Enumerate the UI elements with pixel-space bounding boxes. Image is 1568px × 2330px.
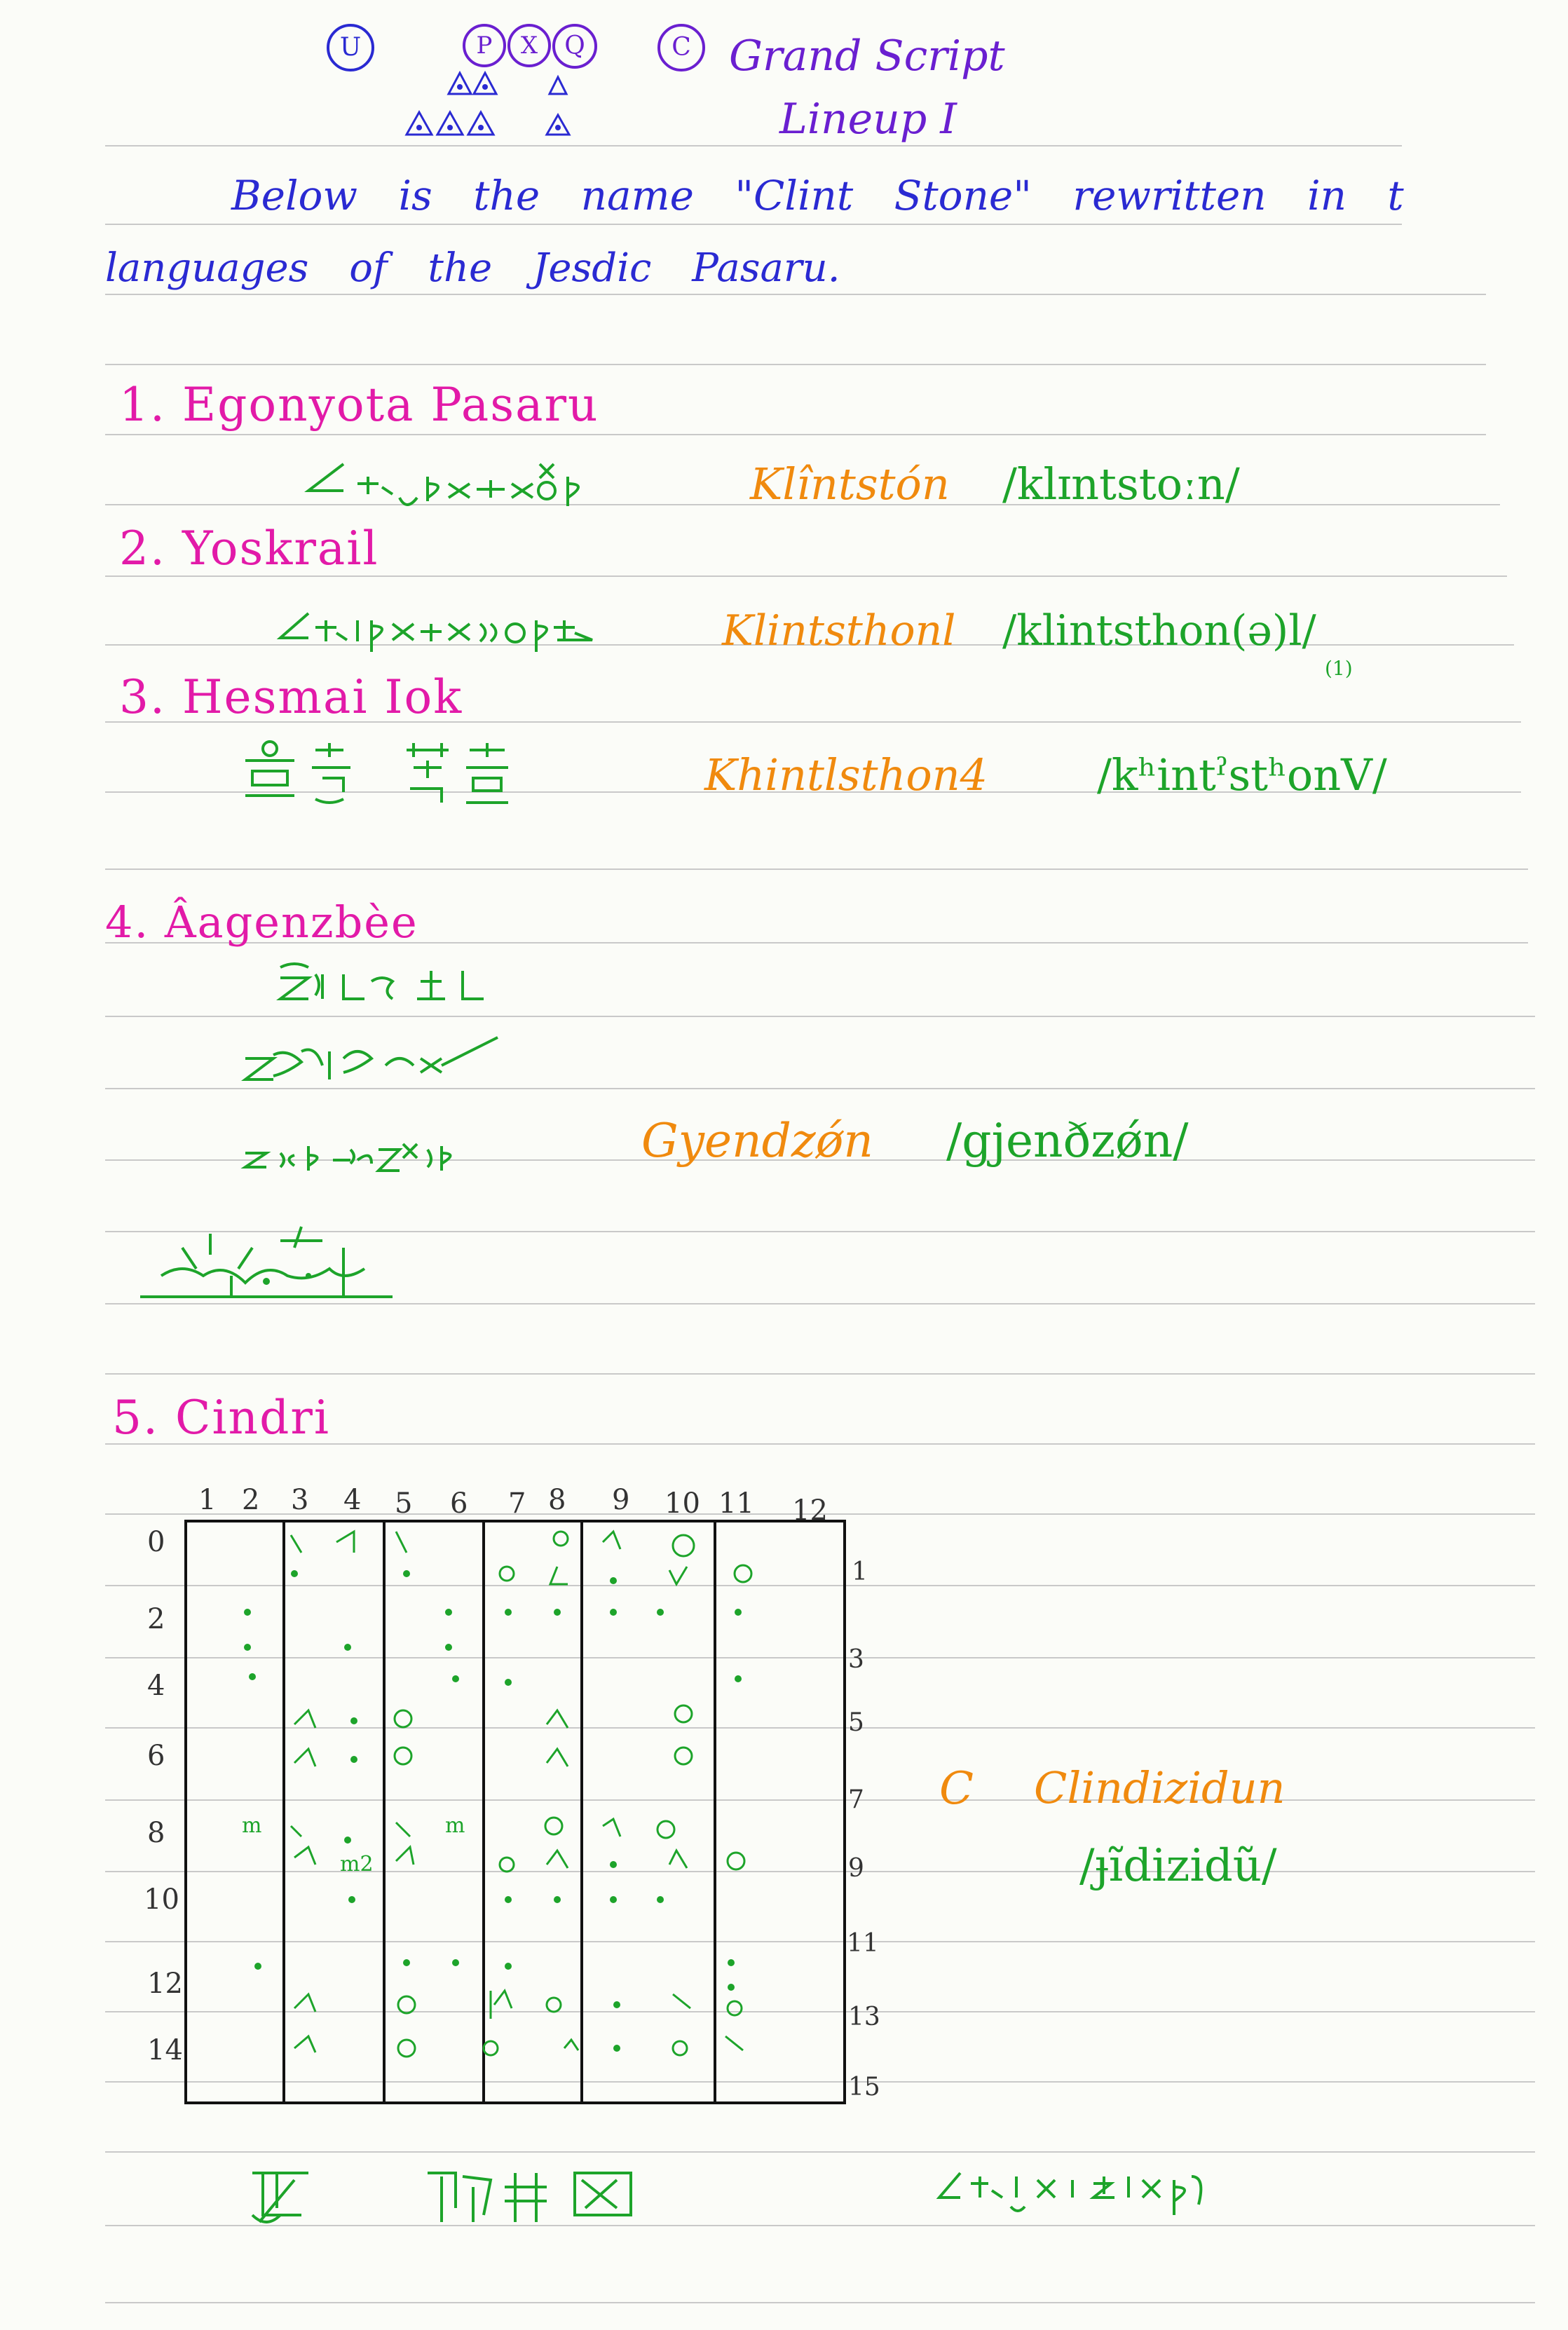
col-number: 2 [242,1484,260,1516]
row-number: 10 [144,1883,179,1916]
col-number: 1 [198,1484,217,1516]
row-number: 9 [848,1854,864,1883]
row-number: 15 [848,2073,880,2101]
page-title-line2: Lineup I [779,95,957,144]
letter-x: X [520,32,538,60]
row-number: 8 [147,1817,165,1849]
col-number: 11 [718,1487,754,1520]
row-number: 4 [147,1670,165,1702]
col-number: 10 [664,1487,700,1520]
row-number: 7 [848,1785,864,1814]
section-heading-1: 1. Egonyota Pasaru [119,378,599,432]
letter-p: P [476,32,493,60]
col-number: 5 [395,1487,413,1520]
ipa-5: /ɟĩdizidũ/ [1079,1840,1277,1892]
ipa-4: /gjenðzǿn/ [946,1114,1189,1168]
row-number: 0 [147,1526,165,1558]
grid-mark-m: m [242,1813,262,1838]
ipa-3: /kʰintˀstʰonV/ [1097,749,1387,800]
romanization-1: Klîntstón [750,458,950,510]
row-number: 14 [147,2034,183,2066]
green-script-glyph-icon [932,2166,1311,2236]
section-heading-3: 3. Hesmai Iok [119,670,463,724]
row-number: 2 [147,1603,165,1635]
section-heading-5: 5. Cindri [112,1391,330,1445]
row-number: 5 [848,1708,864,1737]
letter-u: U [339,33,362,62]
col-number: 7 [508,1487,526,1520]
col-number: 3 [291,1484,309,1516]
col-number: 4 [343,1484,362,1516]
row-number: 11 [847,1929,879,1958]
page-title-line1: Grand Script [729,32,1005,81]
ipa-1: /klɪntstoːn/ [1002,458,1240,510]
romanization-3: Khintlsthon4 [704,749,988,800]
row-number: 13 [848,2003,880,2031]
ipa-2: /klintsthon(ə)l/ [1002,606,1316,655]
grid-mark-m: m2 [340,1852,374,1876]
romanization-2: Klintsthonl [722,606,956,655]
romanization-5: Clindizidun [1034,1762,1286,1813]
col-number: 12 [792,1494,828,1527]
row-number: 3 [848,1645,864,1674]
ipa-note-2: (1) [1325,657,1353,680]
letter-q: Q [564,32,585,60]
intro-line2: languages of the Jesdic Pasaru. [105,245,840,291]
section-heading-4: 4. Âagenzbèe [105,897,418,948]
row-number: 1 [852,1558,868,1586]
row-number: 6 [147,1740,165,1772]
romanization-4: Gyendzǿn [641,1114,873,1168]
row-number: 12 [147,1968,183,2000]
col-number: 9 [612,1484,630,1516]
intro-line1: Below is the name "Clint Stone" rewritten in t [231,172,1404,219]
letter-c: C [671,33,691,62]
section-heading-2: 2. Yoskrail [119,522,379,575]
romanization-5-prefix: C [939,1763,974,1815]
green-script-glyph-icon [238,2159,715,2236]
col-number: 6 [450,1487,468,1520]
grid-mark-m: m [445,1813,465,1838]
col-number: 8 [548,1484,566,1516]
